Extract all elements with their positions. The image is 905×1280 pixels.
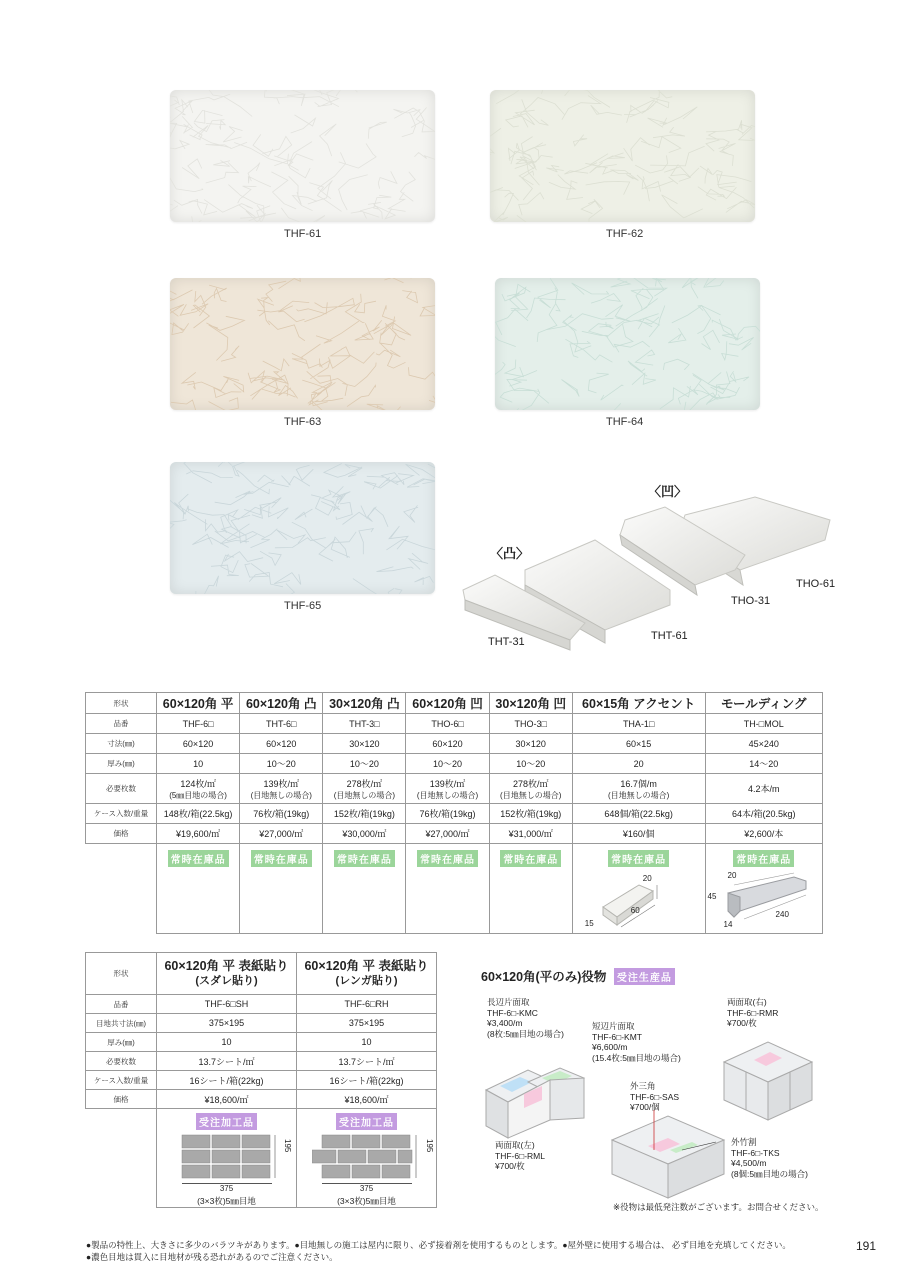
row-header: 品番 bbox=[86, 714, 157, 734]
cell-thick: 10〜20 bbox=[489, 754, 572, 774]
kmt-price: ¥6,600/m bbox=[592, 1042, 628, 1053]
cell-thick: 20 bbox=[572, 754, 705, 774]
cell-qty bbox=[572, 774, 705, 804]
stock-badge: 常時在庫品 bbox=[417, 850, 478, 867]
mol-dim-a: 20 bbox=[727, 871, 737, 880]
trim-corner-illustration-left bbox=[480, 1060, 590, 1140]
stock-cell bbox=[323, 844, 406, 934]
order-badge: 受注加工品 bbox=[336, 1113, 397, 1130]
rmr-code: THF-6□-RMR bbox=[727, 1007, 779, 1018]
cell-size: 60×15 bbox=[572, 734, 705, 754]
qty-value: 278枚/㎡ bbox=[512, 778, 549, 789]
cell-size: 30×120 bbox=[323, 734, 406, 754]
concave-label: 〈凹〉 bbox=[648, 484, 688, 499]
crackle-texture bbox=[495, 278, 760, 410]
stock-badge: 常時在庫品 bbox=[251, 850, 312, 867]
col-shape: モールディング bbox=[705, 693, 822, 714]
sheet-cell-renga bbox=[297, 1109, 437, 1208]
qty-value: 124枚/㎡ bbox=[180, 778, 216, 789]
kmc-name: 長辺片面取 bbox=[487, 997, 530, 1007]
cell-qty bbox=[157, 774, 240, 804]
order-badge: 受注加工品 bbox=[196, 1113, 257, 1130]
cell-code: THO-3□ bbox=[489, 714, 572, 734]
cell-price: ¥18,600/㎡ bbox=[157, 1090, 297, 1109]
kmt-note: (15.4枚:5㎜目地の場合) bbox=[592, 1052, 681, 1063]
accent-dim-c: 15 bbox=[584, 919, 594, 928]
stock-cell-accent bbox=[572, 844, 705, 934]
trim-title bbox=[481, 967, 675, 985]
stock-cell bbox=[406, 844, 489, 934]
qty-note: (目地無しの場合) bbox=[608, 790, 670, 800]
shape-subtitle: (スダレ貼り) bbox=[195, 975, 258, 988]
col-shape: 30×120角 凸 bbox=[323, 693, 406, 714]
qty-note: (目地無しの場合) bbox=[333, 790, 396, 800]
qty-note: (目地無しの場合) bbox=[250, 790, 312, 800]
sudare-sheet-illustration bbox=[172, 1133, 282, 1181]
cell-size: 375×195 bbox=[297, 1014, 437, 1033]
shape-title: 60×120角 平 表紙貼り bbox=[304, 959, 429, 974]
cell-code: THF-6□ bbox=[157, 714, 240, 734]
cell-price: ¥160/個 bbox=[572, 824, 705, 844]
sheet-cell-sudare bbox=[157, 1109, 297, 1208]
col-shape bbox=[157, 953, 297, 995]
cell-price: ¥30,000/㎡ bbox=[323, 824, 406, 844]
cell-thick: 10〜20 bbox=[240, 754, 323, 774]
cell-thick: 10 bbox=[297, 1033, 437, 1052]
tile-thf62 bbox=[490, 90, 755, 222]
stock-cell bbox=[489, 844, 572, 934]
stock-badge: 常時在庫品 bbox=[168, 850, 229, 867]
crackle-texture bbox=[170, 278, 435, 410]
cell-thick: 10〜20 bbox=[323, 754, 406, 774]
qty-note: (5㎜目地の場合) bbox=[169, 790, 227, 800]
spec-table-main bbox=[85, 692, 823, 934]
cell-case: 16シート/箱(22kg) bbox=[297, 1071, 437, 1090]
trim-note: ※役物は最低発注数がございます。お問合せください。 bbox=[613, 1202, 824, 1212]
cell-qty bbox=[240, 774, 323, 804]
row-header: 厚み(㎜) bbox=[86, 754, 157, 774]
cell-code: THA-1□ bbox=[572, 714, 705, 734]
cell-thick: 10〜20 bbox=[406, 754, 489, 774]
label-tht61: THT-61 bbox=[651, 630, 688, 642]
cell-code: TH-□MOL bbox=[705, 714, 822, 734]
stock-cell bbox=[240, 844, 323, 934]
kmc-price: ¥3,400/m bbox=[487, 1018, 523, 1029]
accent-tile-illustration bbox=[591, 871, 686, 933]
row-header: 必要枚数 bbox=[86, 774, 157, 804]
col-shape: 60×120角 凹 bbox=[406, 693, 489, 714]
cell-size: 30×120 bbox=[489, 734, 572, 754]
empty-cell bbox=[86, 844, 157, 934]
sas-name: 外三角 bbox=[630, 1081, 656, 1091]
tks-name: 外竹割 bbox=[731, 1137, 757, 1147]
stock-badge: 常時在庫品 bbox=[334, 850, 395, 867]
shape-subtitle: (レンガ貼り) bbox=[335, 975, 398, 988]
mol-dim-c: 14 bbox=[723, 920, 733, 929]
sheet-dim-w: 375 bbox=[219, 1184, 234, 1193]
tile-label-thf65: THF-65 bbox=[284, 600, 322, 612]
trim-corner-illustration-center bbox=[608, 1110, 728, 1200]
cell-qty: 13.7シート/㎡ bbox=[297, 1052, 437, 1071]
cell-code: THO-6□ bbox=[406, 714, 489, 734]
row-header: ケース入数/重量 bbox=[86, 804, 157, 824]
row-header: 形状 bbox=[86, 953, 157, 995]
cell-case: 76枚/箱(19kg) bbox=[406, 804, 489, 824]
rmr-price: ¥700/枚 bbox=[727, 1018, 757, 1029]
trim-corner-illustration-right bbox=[718, 1032, 818, 1122]
row-header: 必要枚数 bbox=[86, 1052, 157, 1071]
footer-line-1: ●製品の特性上、大きさに多少のバラツキがあります。●目地無しの施工は屋内に限り、必ず接着剤を使用するものとします。●屋外壁に使用する場合は、 必ず目地を充填してください。 bbox=[86, 1240, 791, 1250]
kmt-code: THF-6□-KMT bbox=[592, 1031, 642, 1042]
qty-note: (目地無しの場合) bbox=[500, 790, 562, 800]
kmc-note: (8枚:5㎜目地の場合) bbox=[487, 1028, 564, 1039]
cell-size: 60×120 bbox=[406, 734, 489, 754]
stock-badge: 常時在庫品 bbox=[733, 850, 794, 867]
trim-rml bbox=[495, 1140, 545, 1172]
cell-case: 64本/箱(20.5kg) bbox=[705, 804, 822, 824]
cell-price: ¥18,600/㎡ bbox=[297, 1090, 437, 1109]
convex-label: 〈凸〉 bbox=[490, 546, 530, 561]
qty-value: 278枚/㎡ bbox=[346, 778, 383, 789]
row-header: 価格 bbox=[86, 824, 157, 844]
label-tht31: THT-31 bbox=[488, 636, 525, 648]
trim-kmt bbox=[592, 1021, 681, 1064]
row-header: 価格 bbox=[86, 1090, 157, 1109]
trim-kmc bbox=[487, 997, 564, 1040]
trim-tks bbox=[731, 1137, 808, 1180]
spec-table-sheet bbox=[85, 952, 437, 1208]
tile-label-thf61: THF-61 bbox=[284, 228, 322, 240]
cell-qty bbox=[323, 774, 406, 804]
mol-dim-b: 45 bbox=[707, 892, 717, 901]
tile-thf65 bbox=[170, 462, 435, 594]
shape-title: 60×120角 平 表紙貼り bbox=[164, 959, 289, 974]
renga-sheet-illustration bbox=[312, 1133, 422, 1181]
rml-name: 両面取(左) bbox=[495, 1140, 535, 1150]
sheet-dim-h: 195 bbox=[283, 1139, 292, 1153]
label-tho31: THO-31 bbox=[731, 595, 771, 607]
qty-note: (目地無しの場合) bbox=[416, 790, 479, 800]
cell-thick: 10 bbox=[157, 754, 240, 774]
rml-code: THF-6□-RML bbox=[495, 1150, 545, 1161]
cell-case: 148枚/箱(22.5kg) bbox=[157, 804, 240, 824]
col-shape: 60×15角 アクセント bbox=[572, 693, 705, 714]
trim-badge: 受注生産品 bbox=[614, 968, 675, 985]
tks-price: ¥4,500/m bbox=[731, 1158, 767, 1169]
row-header: 寸法(㎜) bbox=[86, 734, 157, 754]
tile-thf63 bbox=[170, 278, 435, 410]
col-shape: 30×120角 凹 bbox=[489, 693, 572, 714]
sas-code: THF-6□-SAS bbox=[630, 1091, 680, 1102]
tile-label-thf62: THF-62 bbox=[606, 228, 644, 240]
tile-label-thf64: THF-64 bbox=[606, 416, 644, 428]
tile-thf61 bbox=[170, 90, 435, 222]
sheet-dim-w: 375 bbox=[359, 1184, 374, 1193]
cell-case: 648個/箱(22.5kg) bbox=[572, 804, 705, 824]
kmc-code: THF-6□-KMC bbox=[487, 1007, 538, 1018]
row-header: 目地共寸法(㎜) bbox=[86, 1014, 157, 1033]
trim-rmr bbox=[727, 997, 778, 1029]
stock-badge: 常時在庫品 bbox=[608, 850, 669, 867]
col-shape: 60×120角 凸 bbox=[240, 693, 323, 714]
trim-title-text: 60×120角(平のみ)役物 bbox=[481, 970, 607, 984]
page-number: 191 bbox=[856, 1239, 877, 1253]
tile-thf64 bbox=[495, 278, 760, 410]
cell-case: 152枚/箱(19kg) bbox=[489, 804, 572, 824]
cell-size: 60×120 bbox=[157, 734, 240, 754]
row-header: 品番 bbox=[86, 995, 157, 1014]
accent-dim-a: 20 bbox=[642, 874, 652, 883]
row-header: 形状 bbox=[86, 693, 157, 714]
rmr-name: 両面取(右) bbox=[727, 997, 767, 1007]
accent-dim-b: 60 bbox=[630, 906, 640, 915]
sheet-caption: (3×3枚)5㎜目地 bbox=[197, 1196, 256, 1206]
row-header: ケース入数/重量 bbox=[86, 1071, 157, 1090]
mol-dim-d: 240 bbox=[775, 910, 789, 919]
sheet-dim-h: 195 bbox=[425, 1139, 434, 1153]
stock-cell-molding bbox=[705, 844, 822, 934]
col-shape: 60×120角 平 bbox=[157, 693, 240, 714]
cell-size: 45×240 bbox=[705, 734, 822, 754]
cell-size: 375×195 bbox=[157, 1014, 297, 1033]
label-tho61: THO-61 bbox=[796, 578, 836, 590]
qty-value: 16.7個/m bbox=[620, 778, 657, 789]
cell-qty bbox=[406, 774, 489, 804]
trim-sas bbox=[630, 1081, 679, 1113]
cell-size: 60×120 bbox=[240, 734, 323, 754]
cell-case: 16シート/箱(22kg) bbox=[157, 1071, 297, 1090]
footer-line-2: ●濃色目地は貫入に目地材が残る恐れがあるのでご注意ください。 bbox=[86, 1252, 338, 1262]
empty-cell bbox=[86, 1109, 157, 1208]
cell-code: THF-6□RH bbox=[297, 995, 437, 1014]
tks-code: THF-6□-TKS bbox=[731, 1147, 780, 1158]
cell-qty bbox=[489, 774, 572, 804]
cell-price: ¥19,600/㎡ bbox=[157, 824, 240, 844]
crackle-texture bbox=[490, 90, 755, 222]
cell-thick: 14〜20 bbox=[705, 754, 822, 774]
cell-code: THF-6□SH bbox=[157, 995, 297, 1014]
crackle-texture bbox=[170, 462, 435, 594]
qty-value: 139枚/㎡ bbox=[429, 778, 466, 789]
cell-price: ¥27,000/㎡ bbox=[406, 824, 489, 844]
cell-case: 152枚/箱(19kg) bbox=[323, 804, 406, 824]
row-header: 厚み(㎜) bbox=[86, 1033, 157, 1052]
qty-value: 139枚/㎡ bbox=[263, 778, 299, 789]
crackle-texture bbox=[170, 90, 435, 222]
kmt-name: 短辺片面取 bbox=[592, 1021, 635, 1031]
sheet-caption: (3×3枚)5㎜目地 bbox=[337, 1196, 396, 1206]
col-shape bbox=[297, 953, 437, 995]
cell-code: THT-3□ bbox=[323, 714, 406, 734]
cell-thick: 10 bbox=[157, 1033, 297, 1052]
tile-label-thf63: THF-63 bbox=[284, 416, 322, 428]
rml-price: ¥700/枚 bbox=[495, 1161, 525, 1172]
stock-cell bbox=[157, 844, 240, 934]
cell-price: ¥27,000/㎡ bbox=[240, 824, 323, 844]
stock-badge: 常時在庫品 bbox=[500, 850, 561, 867]
qty-value: 4.2本/m bbox=[748, 784, 780, 794]
cell-case: 76枚/箱(19kg) bbox=[240, 804, 323, 824]
cell-qty: 13.7シート/㎡ bbox=[157, 1052, 297, 1071]
cell-price: ¥2,600/本 bbox=[705, 824, 822, 844]
cell-price: ¥31,000/㎡ bbox=[489, 824, 572, 844]
cell-code: THT-6□ bbox=[240, 714, 323, 734]
cell-qty bbox=[705, 774, 822, 804]
sas-price: ¥700/個 bbox=[630, 1102, 660, 1113]
tks-note: (8個:5㎜目地の場合) bbox=[731, 1168, 808, 1179]
